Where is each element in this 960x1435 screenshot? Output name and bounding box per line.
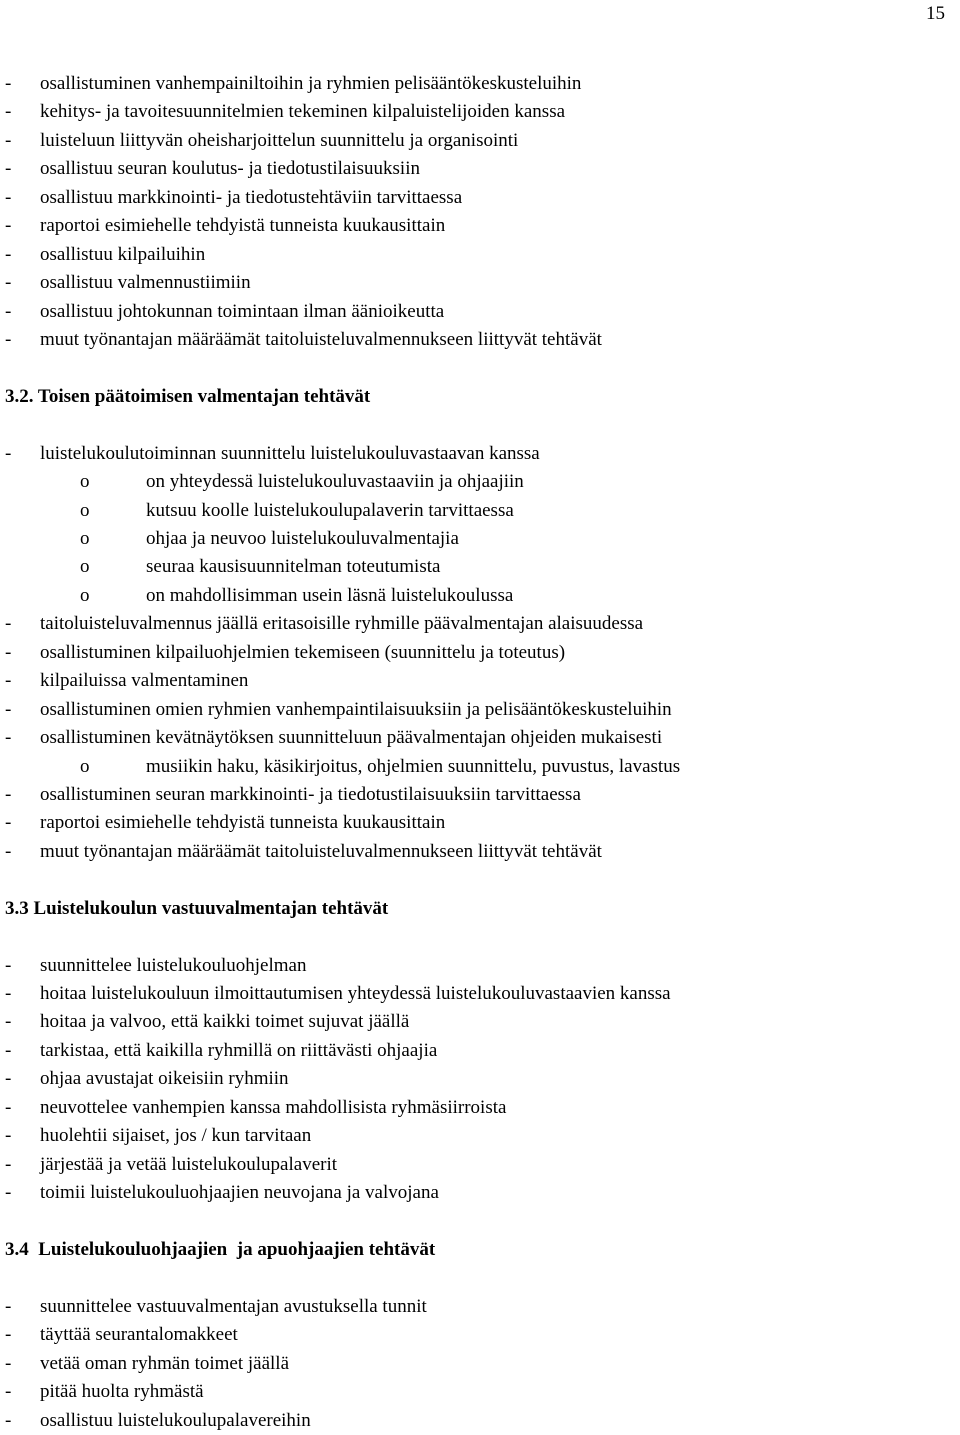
section4-list: [5, 1293, 945, 1435]
list-item-text: luistelukoulutoiminnan suunnittelu luistelukouluvastaavan kanssa: [40, 442, 540, 464]
section-heading-3-2: 3.2. Toisen päätoimisen valmentajan tehtävät: [5, 385, 371, 407]
list-item: [5, 440, 945, 468]
list-item: [5, 952, 945, 980]
dash-marker: -: [5, 783, 12, 805]
sub-list-item-text: on mahdollisimman usein läsnä luistelukoulussa: [146, 584, 514, 606]
list-item: [5, 1037, 945, 1065]
sub-list-item: [5, 582, 945, 610]
list-item: [5, 1065, 945, 1093]
list-item-text: taitoluisteluvalmennus jäällä eritasoisille ryhmille päävalmentajan alaisuudessa: [40, 613, 644, 635]
list-item-text: neuvottelee vanhempien kanssa mahdollisista ryhmäsiirroista: [40, 1096, 507, 1118]
sub-list-item: [5, 468, 945, 496]
dash-marker: -: [5, 1039, 12, 1061]
section-heading-3-3: 3.3 Luistelukoulun vastuuvalmentajan tehtävät: [5, 897, 389, 919]
dash-marker: -: [5, 613, 12, 635]
spacer: [5, 1264, 945, 1292]
circle-marker: o: [80, 471, 90, 493]
sub-list-item-text: musiikin haku, käsikirjoitus, ohjelmien suunnittelu, puvustus, lavastus: [146, 755, 681, 777]
dash-marker: -: [5, 1125, 12, 1147]
sub-list-item: [5, 497, 945, 525]
list-item: [5, 212, 945, 240]
sub-list-item: [5, 753, 945, 781]
list-item-text: toimii luistelukouluohjaajien neuvojana ja valvojana: [40, 1182, 439, 1204]
list-item-text: raportoi esimiehelle tehdyistä tunneista kuukausittain: [40, 215, 446, 237]
circle-marker: o: [80, 528, 90, 549]
list-item-text: ohjaa avustajat oikeisiin ryhmiin: [40, 1068, 289, 1090]
list-item-text: tarkistaa, että kaikilla ryhmillä on riittävästi ohjaajia: [40, 1039, 438, 1061]
list-item-text: raportoi esimiehelle tehdyistä tunneista kuukausittain: [40, 812, 446, 834]
dash-marker: -: [5, 243, 12, 265]
list-item-text: huolehtii sijaiset, jos / kun tarvitaan: [40, 1125, 312, 1147]
dash-marker: -: [5, 1295, 12, 1317]
dash-marker: -: [5, 215, 12, 237]
spacer: [5, 1208, 945, 1236]
list-item-text: hoitaa luistelukouluun ilmoittautumisen yhteydessä luistelukouluvastaavien kanssa: [40, 983, 671, 1004]
list-item-text: hoitaa ja valvoo, että kaikki toimet sujuvat jäällä: [40, 1011, 410, 1033]
list-item-text: luisteluun liittyvän oheisharjoittelun suunnittelu ja organisointi: [40, 129, 519, 151]
list-item-text: kilpailuissa valmentaminen: [40, 670, 249, 692]
list-item: [5, 326, 945, 354]
list-item: [5, 809, 945, 837]
circle-marker: o: [80, 499, 90, 521]
sub-list-item: [5, 553, 945, 581]
list-item: [5, 980, 945, 1008]
spacer: [5, 923, 945, 951]
list-item: [5, 667, 945, 695]
list-item-text: osallistuu seuran koulutus- ja tiedotustilaisuuksiin: [40, 158, 420, 180]
dash-marker: -: [5, 641, 12, 663]
dash-marker: -: [5, 129, 12, 151]
list-item: [5, 1094, 945, 1122]
sub-list-item-text: on yhteydessä luistelukouluvastaaviin ja ohjaajiin: [146, 471, 524, 493]
list-item: [5, 1151, 945, 1179]
section-heading-3-4: 3.4 Luistelukouluohjaajien ja apuohjaajien tehtävät: [5, 1238, 436, 1260]
sub-list-item-text: kutsuu koolle luistelukoulupalaverin tarvittaessa: [146, 499, 514, 521]
list-item: [5, 184, 945, 212]
list-item-text: osallistuminen omien ryhmien vanhempaintilaisuuksiin ja pelisääntökeskusteluihin: [40, 698, 672, 720]
list-item: [5, 298, 945, 326]
list-item-text: muut työnantajan määräämät taitoluisteluvalmennukseen liittyvät tehtävät: [40, 328, 602, 350]
circle-marker: o: [80, 755, 90, 777]
dash-marker: -: [5, 73, 12, 94]
dash-marker: -: [5, 840, 12, 862]
list-item-text: osallistuu kilpailuihin: [40, 243, 206, 265]
list-item: [5, 127, 945, 155]
spacer: [5, 411, 945, 439]
spacer: [5, 354, 945, 382]
dash-marker: -: [5, 1011, 12, 1033]
dash-marker: -: [5, 727, 12, 749]
dash-marker: -: [5, 954, 12, 976]
circle-marker: o: [80, 556, 90, 578]
dash-marker: -: [5, 101, 12, 123]
dash-marker: -: [5, 300, 12, 322]
list-item-text: täyttää seurantalomakkeet: [40, 1324, 238, 1346]
list-item: [5, 241, 945, 269]
list-item-text: osallistuu luistelukoulupalavereihin: [40, 1409, 311, 1431]
list-item: [5, 610, 945, 638]
list-item-text: pitää huolta ryhmästä: [40, 1381, 204, 1403]
list-item-text: osallistuu valmennustiimiin: [40, 272, 251, 294]
list-item: [5, 70, 945, 98]
dash-marker: -: [5, 186, 12, 208]
list-item-text: osallistuu markkinointi- ja tiedotustehtäviin tarvittaessa: [40, 186, 463, 208]
list-item: [5, 1122, 945, 1150]
dash-marker: -: [5, 983, 12, 1004]
list-item-text: osallistuminen kevätnäytöksen suunnitteluun päävalmentajan ohjeiden mukaisesti: [40, 727, 663, 749]
dash-marker: -: [5, 328, 12, 350]
list-item: [5, 98, 945, 126]
list-item: [5, 1179, 945, 1207]
list-item: [5, 696, 945, 724]
page-number: 15: [926, 3, 945, 24]
document-body: [5, 70, 945, 1435]
list-item: [5, 639, 945, 667]
list-item-text: osallistuminen seuran markkinointi- ja tiedotustilaisuuksiin tarvittaessa: [40, 783, 581, 805]
dash-marker: -: [5, 1153, 12, 1175]
section2-list: [5, 440, 945, 867]
dash-marker: -: [5, 812, 12, 834]
spacer: [5, 866, 945, 894]
section1-list: [5, 70, 945, 354]
list-item: [5, 269, 945, 297]
dash-marker: -: [5, 670, 12, 692]
list-item: [5, 781, 945, 809]
dash-marker: -: [5, 442, 12, 464]
list-item: [5, 1378, 945, 1406]
sub-list-item-text: seuraa kausisuunnitelman toteutumista: [146, 556, 441, 578]
list-item: [5, 1293, 945, 1321]
dash-marker: -: [5, 1381, 12, 1403]
dash-marker: -: [5, 1324, 12, 1346]
list-item: [5, 1321, 945, 1349]
dash-marker: -: [5, 1352, 12, 1374]
dash-marker: -: [5, 1182, 12, 1204]
dash-marker: -: [5, 1096, 12, 1118]
list-item: [5, 1407, 945, 1435]
dash-marker: -: [5, 1409, 12, 1431]
list-item-text: osallistuminen kilpailuohjelmien tekemiseen (suunnittelu ja toteutus): [40, 641, 566, 663]
dash-marker: -: [5, 272, 12, 294]
list-item: [5, 724, 945, 752]
dash-marker: -: [5, 698, 12, 720]
list-item-text: järjestää ja vetää luistelukoulupalaverit: [40, 1153, 338, 1175]
circle-marker: o: [80, 584, 90, 606]
list-item-text: kehitys- ja tavoitesuunnitelmien tekeminen kilpaluistelijoiden kanssa: [40, 101, 566, 123]
sub-list-item: [5, 525, 945, 553]
list-item-text: osallistuminen vanhempainiltoihin ja ryhmien pelisääntökeskusteluihin: [40, 73, 582, 94]
dash-marker: -: [5, 1068, 12, 1090]
list-item: [5, 838, 945, 866]
section3-list: [5, 952, 945, 1208]
list-item: [5, 155, 945, 183]
list-item-text: osallistuu johtokunnan toimintaan ilman äänioikeutta: [40, 300, 445, 322]
sub-list-item-text: ohjaa ja neuvoo luistelukouluvalmentajia: [146, 528, 459, 549]
list-item-text: muut työnantajan määräämät taitoluisteluvalmennukseen liittyvät tehtävät: [40, 840, 602, 862]
list-item: [5, 1008, 945, 1036]
list-item-text: vetää oman ryhmän toimet jäällä: [40, 1352, 290, 1374]
list-item-text: suunnittelee luistelukouluohjelman: [40, 954, 307, 976]
list-item-text: suunnittelee vastuuvalmentajan avustuksella tunnit: [40, 1295, 427, 1317]
dash-marker: -: [5, 158, 12, 180]
list-item: [5, 1350, 945, 1378]
